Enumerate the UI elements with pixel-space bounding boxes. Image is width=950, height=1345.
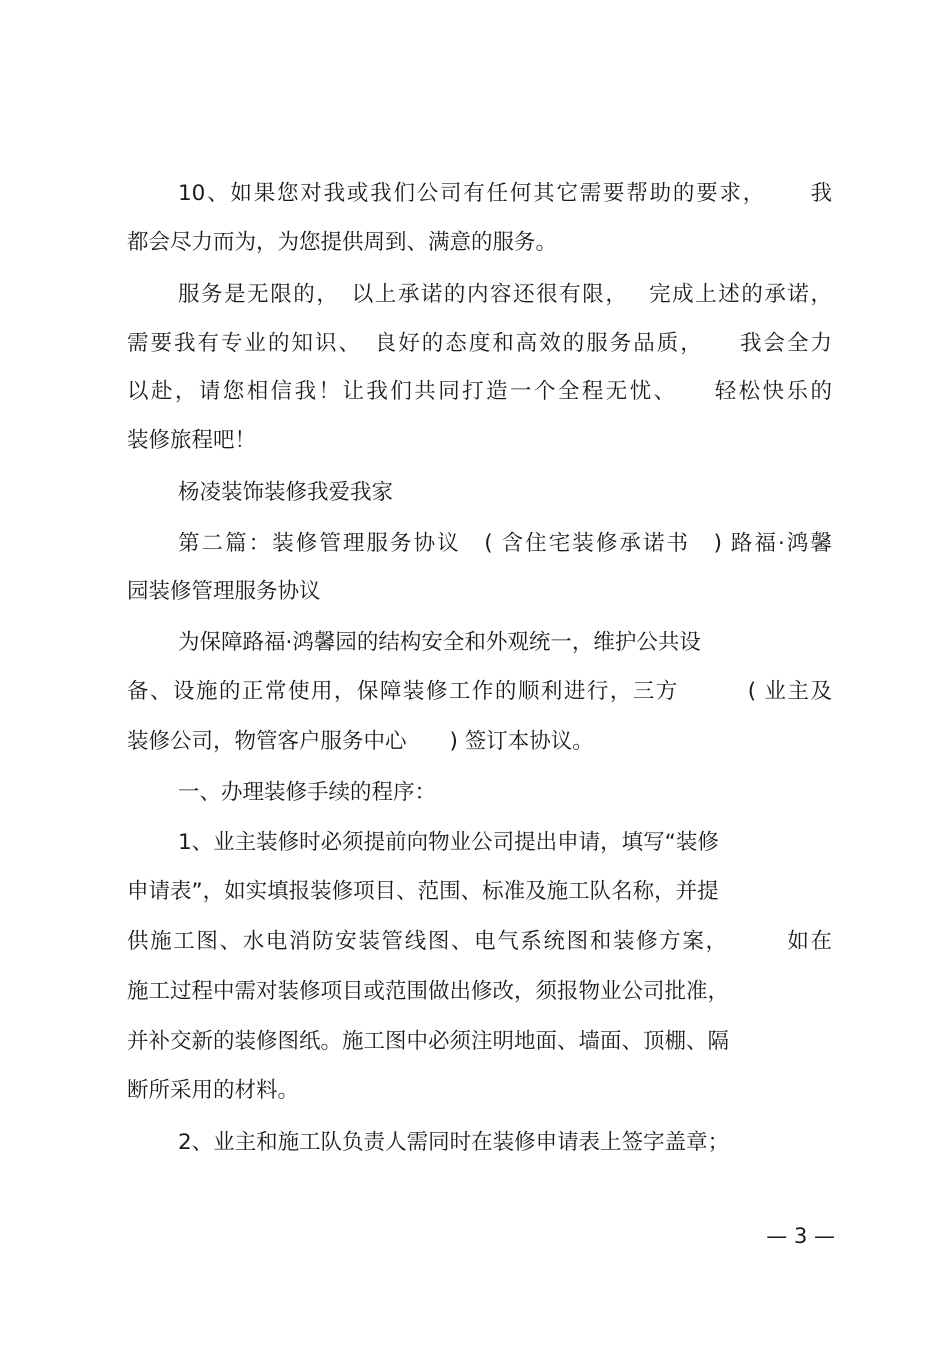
paragraph-line: 装修旅程吧！ <box>127 428 257 453</box>
paragraph-line: 为保障路福·鸿馨园的结构安全和外观统一，维护公共设 <box>178 630 701 655</box>
paragraph-line: 申请表”，如实填报装修项目、范围、标准及施工队名称，并提 <box>127 879 719 904</box>
paragraph-line: 施工过程中需对装修项目或范围做出修改，须报物业公司批准， <box>127 979 730 1004</box>
paragraph-line: 10、如果您对我或我们公司有任何其它需要帮助的要求， 我 <box>178 181 832 206</box>
paragraph-line: 都会尽力而为，为您提供周到、满意的服务。 <box>127 230 558 255</box>
paragraph-line: 以赴，请您相信我！让我们共同打造一个全程无忧、 轻松快乐的 <box>127 379 832 404</box>
paragraph-line: 需要我有专业的知识、 良好的态度和高效的服务品质， 我会全力 <box>127 331 832 356</box>
paragraph-line: 服务是无限的， 以上承诺的内容还很有限， 完成上述的承诺， <box>178 282 832 307</box>
paragraph-line: 第二篇：装修管理服务协议 ( 含住宅装修承诺书 ) 路福·鸿馨 <box>178 531 832 556</box>
paragraph-line: 供施工图、水电消防安装管线图、电气系统图和装修方案， 如在 <box>127 929 832 954</box>
paragraph-line: 装修公司，物管客户服务中心 ) 签订本协议。 <box>127 729 594 754</box>
paragraph-line: 2、业主和施工队负责人需同时在装修申请表上签字盖章； <box>178 1130 730 1155</box>
section-heading: 一、办理装修手续的程序： <box>178 780 437 805</box>
paragraph-line: 并补交新的装修图纸。施工图中必须注明地面、墙面、顶棚、隔 <box>127 1029 730 1054</box>
paragraph-line: 备、设施的正常使用，保障装修工作的顺利进行，三方 ( 业主及 <box>127 679 832 704</box>
paragraph-line: 断所采用的材料。 <box>127 1078 300 1103</box>
paragraph-line: 1、业主装修时必须提前向物业公司提出申请，填写“装修 <box>178 830 719 855</box>
signature-line: 杨凌装饰装修我爱我家 <box>178 480 394 505</box>
page-number: — 3 — <box>766 1224 835 1248</box>
paragraph-line: 园装修管理服务协议 <box>127 579 321 604</box>
